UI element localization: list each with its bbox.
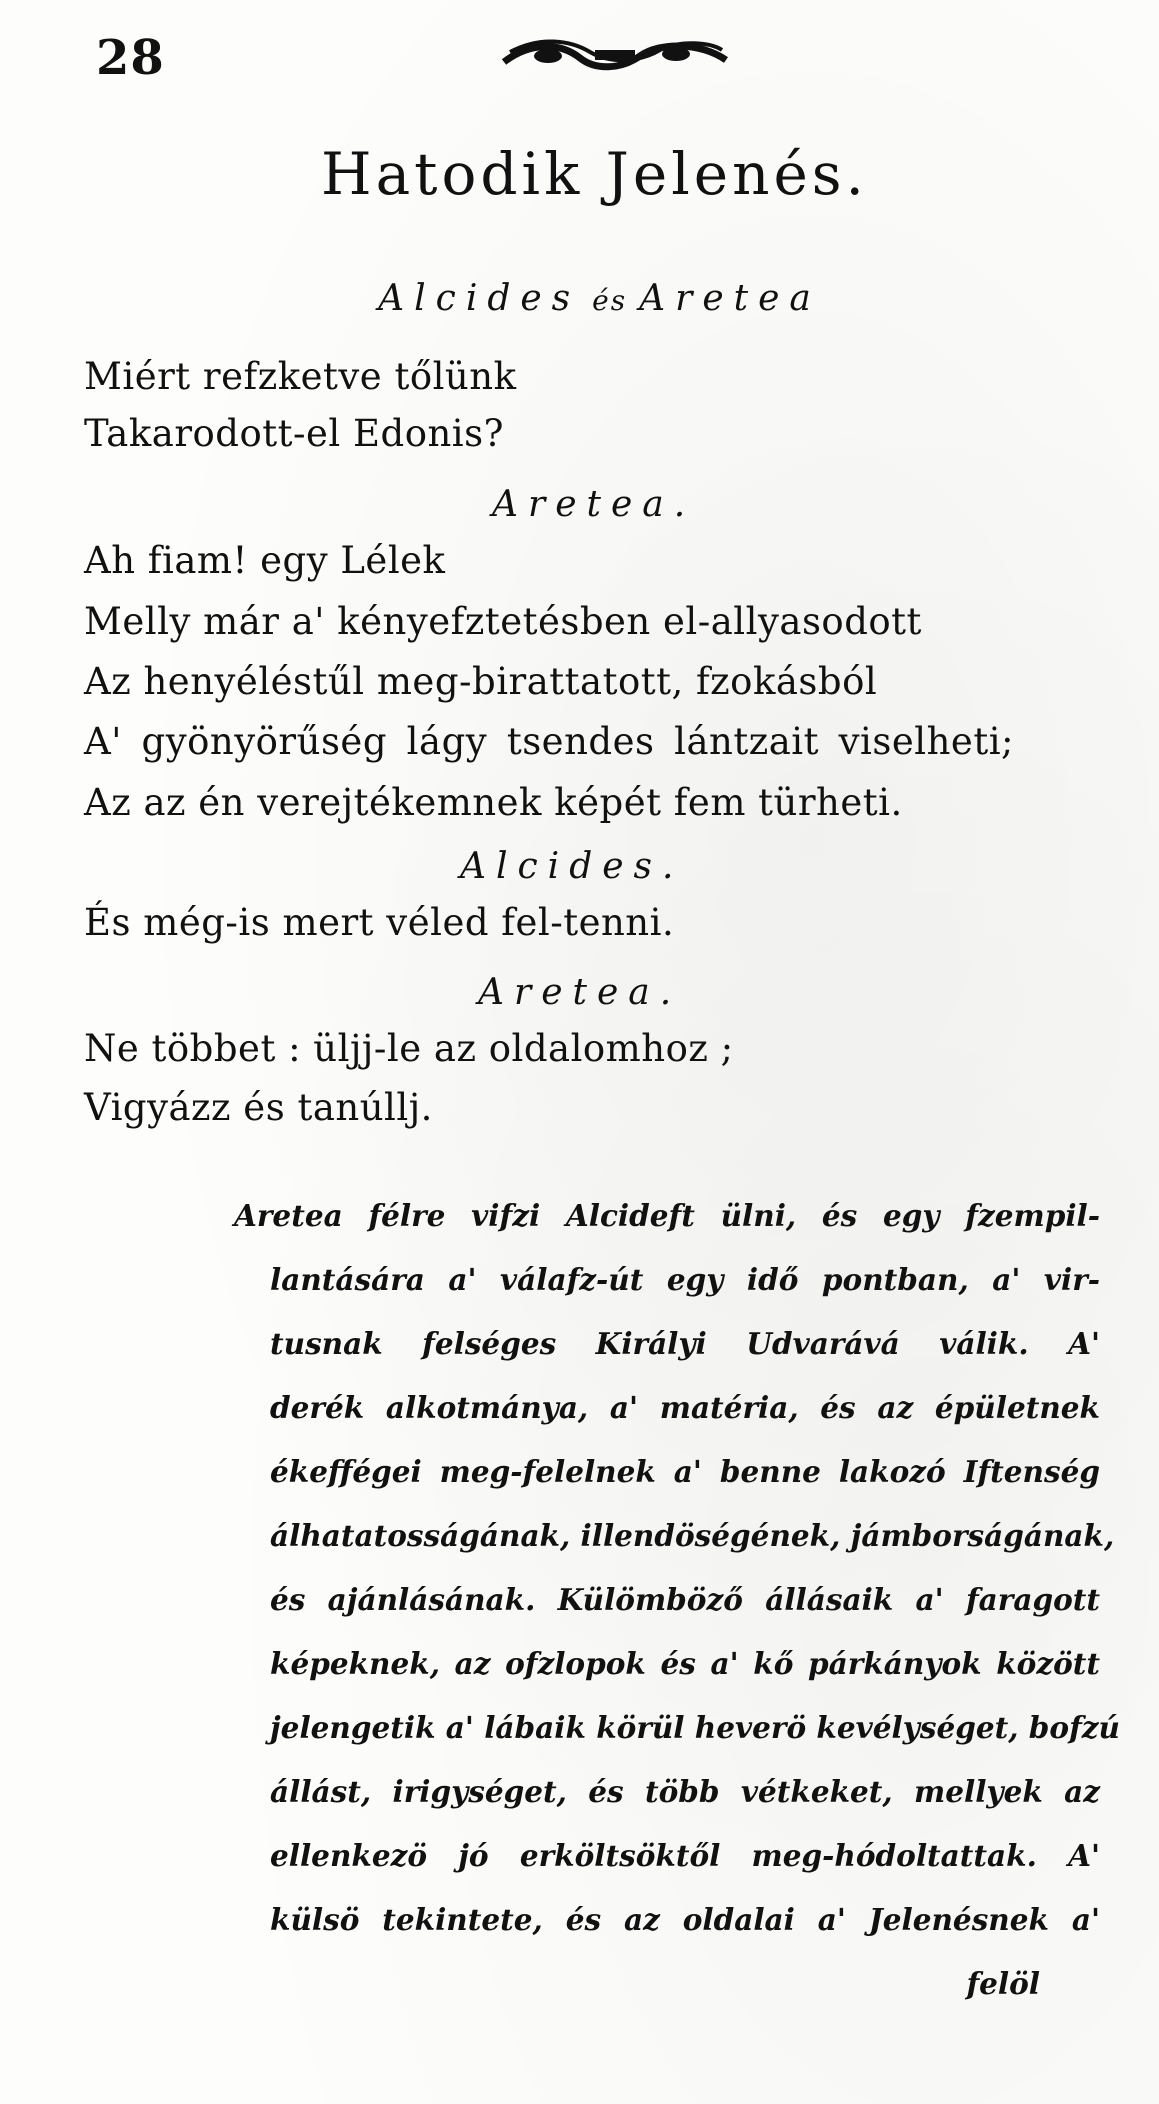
stage-direction-catchword: felöl <box>966 1966 1040 2001</box>
dialogue-line: Miért refzketve tőlünk <box>84 355 517 398</box>
speakers-conjunction: és <box>592 284 628 317</box>
stage-direction-line: külsö tekintete, és az oldalai a' Jelenésnek a' <box>270 1902 1100 1937</box>
stage-direction-line: ellenkezö jó erköltsöktől meg-hódoltattak. A' <box>270 1838 1100 1873</box>
stage-direction-line: lantására a' válafz-út egy idő pontban, a' vir- <box>270 1262 1100 1297</box>
stage-direction-line: derék alkotmánya, a' matéria, és az épületnek <box>270 1390 1100 1425</box>
stage-direction-line: képeknek, az ofzlopok és a' kő párkányok között <box>270 1646 1100 1681</box>
speaker-name: Alcides. <box>460 846 684 887</box>
stage-direction <box>234 1184 1120 2016</box>
printer-ornament-icon <box>500 32 730 78</box>
stage-direction-line: állást, irigységet, és több vétkeket, mellyek az <box>270 1774 1100 1809</box>
speaker-name: Aretea. <box>478 972 682 1013</box>
scene-title: Hatodik Jelenés. <box>321 140 868 208</box>
stage-direction-line: tusnak felséges Királyi Udvarává válik. A' <box>270 1326 1100 1361</box>
dialogue-line: Takarodott-el Edonis? <box>84 412 504 455</box>
dialogue-line: Az az én verejtékemnek képét fem türheti. <box>84 781 903 824</box>
dialogue-line: Ah fiam! egy Lélek <box>84 539 446 582</box>
page-number: 28 <box>96 30 165 86</box>
stage-direction-line: ékeffégei meg-felelnek a' benne lakozó Iftenség <box>270 1454 1100 1489</box>
speaker-name-aretea: Aretea <box>639 278 821 319</box>
dialogue-line: Ne többet : üljj-le az oldalomhoz ; <box>84 1027 734 1070</box>
dialogue-line: Melly már a' kényefztetésben el-allyasodott <box>84 600 922 643</box>
stage-direction-line: Aretea félre vifzi Alcideft ülni, és egy fzempil- <box>234 1198 1100 1233</box>
speaker-name-alcides: Alcides <box>378 278 581 319</box>
dialogue-line: És még-is mert véled fel-tenni. <box>84 901 675 944</box>
dialogue-line: A' gyönyörűség lágy tsendes lántzait viselheti; <box>84 720 1014 763</box>
stage-direction-line: álhatatosságának, illendöségének, jámborságának, <box>270 1518 1115 1553</box>
speakers-heading <box>0 278 1159 319</box>
dialogue-line: Vigyázz és tanúllj. <box>84 1086 433 1129</box>
stage-direction-line: jelengetik a' lábaik körül heverö kevélységet, bofzú <box>270 1710 1120 1745</box>
dialogue-line: Az henyéléstűl meg-birattatott, fzokásból <box>84 660 878 703</box>
stage-direction-line: és ajánlásának. Külömböző állásaik a' faragott <box>270 1582 1100 1617</box>
speaker-name: Aretea. <box>492 484 696 525</box>
